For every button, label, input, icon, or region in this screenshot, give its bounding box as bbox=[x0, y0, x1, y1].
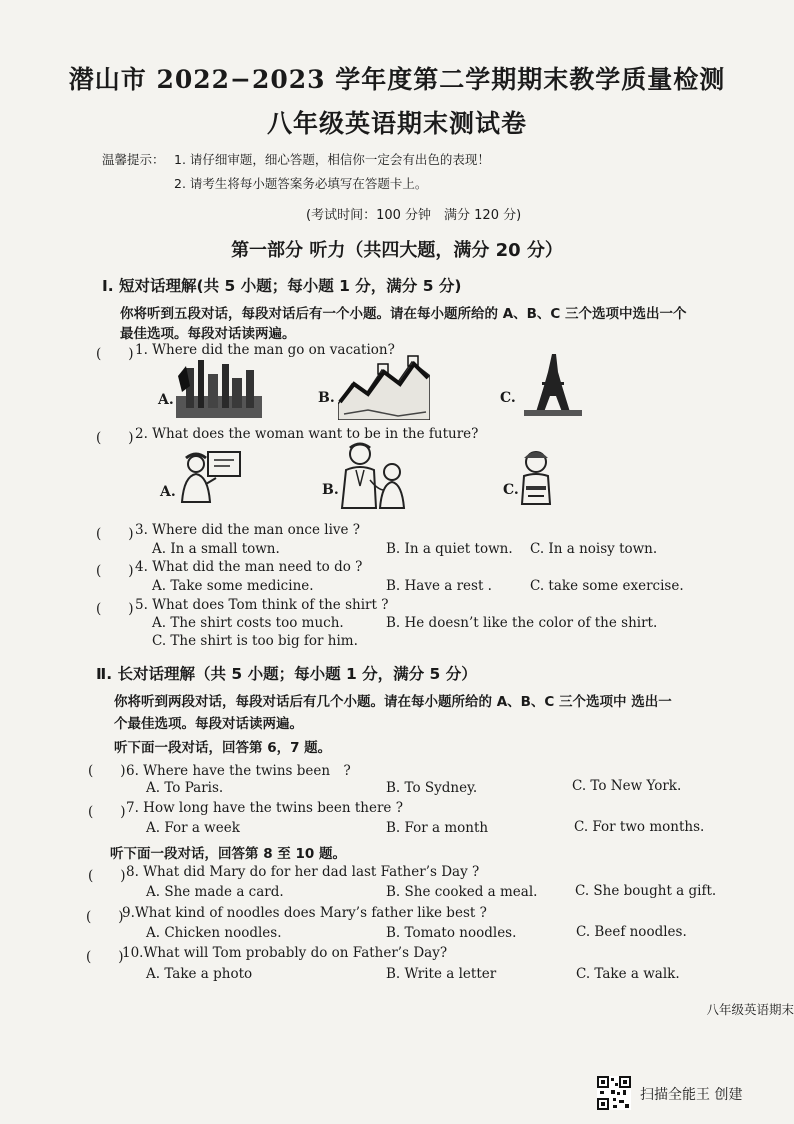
option-c[interactable]: C. In a noisy town. bbox=[530, 541, 658, 557]
option-a[interactable]: A. Take some medicine. bbox=[152, 578, 314, 594]
question-4: 4. What did the man need to do ? bbox=[135, 559, 363, 575]
option-b[interactable]: B. Write a letter bbox=[386, 966, 497, 982]
answer-blank[interactable]: ( ) bbox=[96, 430, 134, 446]
answer-blank[interactable]: ( ) bbox=[88, 868, 126, 884]
answer-blank[interactable]: ( ) bbox=[88, 804, 126, 820]
option-b[interactable]: B. In a quiet town. bbox=[386, 541, 513, 557]
option-b[interactable]: B. He doesn’t like the color of the shirt. bbox=[386, 615, 658, 631]
option-label: B. bbox=[318, 390, 335, 406]
city-skyline-picture bbox=[176, 356, 262, 418]
section-1-instruction-2: 最佳选项。每段对话读两遍。 bbox=[120, 326, 296, 342]
page-footer-label: 八年级英语期末 bbox=[706, 1002, 794, 1017]
answer-blank[interactable]: ( ) bbox=[86, 909, 124, 925]
option-c[interactable]: C. For two months. bbox=[574, 819, 705, 835]
option-a[interactable]: A. In a small town. bbox=[152, 541, 280, 557]
answer-blank[interactable]: ( ) bbox=[96, 563, 134, 579]
option-b[interactable]: B. She cooked a meal. bbox=[386, 884, 538, 900]
question-8: 8. What did Mary do for her dad last Father’s Day ? bbox=[126, 864, 480, 880]
exam-time-info: (考试时间：100 分钟 满分 120 分) bbox=[306, 208, 522, 223]
question-7: 7. How long have the twins been there ? bbox=[126, 800, 403, 816]
option-b[interactable]: B. For a month bbox=[386, 820, 489, 836]
option-c[interactable]: C. Beef noodles. bbox=[576, 924, 687, 940]
answer-blank[interactable]: ( ) bbox=[86, 949, 124, 965]
section-2-title: Ⅱ. 长对话理解（共 5 小题；每小题 1 分，满分 5 分） bbox=[96, 665, 477, 683]
firefighter-picture bbox=[516, 446, 556, 506]
question-9: 9.What kind of noodles does Mary’s father like best ? bbox=[122, 905, 487, 921]
doctor-picture bbox=[336, 440, 408, 512]
option-c[interactable]: C. The shirt is too big for him. bbox=[152, 633, 358, 649]
answer-blank[interactable]: ( ) bbox=[96, 526, 134, 542]
eiffel-tower-picture bbox=[522, 352, 584, 418]
option-label: A. bbox=[158, 392, 174, 408]
option-a[interactable]: A. She made a card. bbox=[146, 884, 284, 900]
exam-title: 潜山市 2022−2023 学年度第二学期期末教学质量检测 bbox=[68, 65, 726, 94]
qr-code-icon bbox=[597, 1076, 631, 1110]
option-b[interactable]: B. Have a rest . bbox=[386, 578, 492, 594]
dialogue-2-heading: 听下面一段对话，回答第 8 至 10 题。 bbox=[110, 846, 346, 862]
option-b[interactable]: B. Tomato noodles. bbox=[386, 925, 517, 941]
section-1-title: Ⅰ. 短对话理解(共 5 小题；每小题 1 分，满分 5 分) bbox=[102, 277, 462, 295]
section-1-instruction-1: 你将听到五段对话，每段对话后有一个小题。请在每小题所给的 A、B、C 三个选项中选出一个 bbox=[120, 306, 687, 322]
part-title: 第一部分 听力（共四大题，满分 20 分） bbox=[231, 240, 563, 261]
option-a[interactable]: A. For a week bbox=[146, 820, 240, 836]
option-label: B. bbox=[322, 482, 339, 498]
answer-blank[interactable]: ( ) bbox=[96, 346, 134, 362]
option-c[interactable]: C. Take a walk. bbox=[576, 966, 680, 982]
question-2: 2. What does the woman want to be in the future? bbox=[135, 426, 479, 442]
answer-blank[interactable]: ( ) bbox=[96, 601, 134, 617]
question-3: 3. Where did the man once live ? bbox=[135, 522, 361, 538]
section-2-instruction-2: 个最佳选项。每段对话读两遍。 bbox=[114, 716, 303, 732]
option-b[interactable]: B. To Sydney. bbox=[386, 780, 478, 796]
tips-label: 温馨提示： bbox=[102, 152, 165, 167]
option-a[interactable]: A. Take a photo bbox=[146, 966, 253, 982]
option-c[interactable]: C. To New York. bbox=[572, 778, 682, 794]
question-1: 1. Where did the man go on vacation? bbox=[135, 342, 395, 358]
tips-line-2: 2. 请考生将每小题答案务必填写在答题卡上。 bbox=[174, 176, 428, 191]
answer-blank[interactable]: ( ) bbox=[88, 763, 126, 779]
option-a[interactable]: A. To Paris. bbox=[146, 780, 224, 796]
option-label: C. bbox=[500, 390, 516, 406]
question-5: 5. What does Tom think of the shirt ? bbox=[135, 597, 389, 613]
option-label: A. bbox=[160, 484, 176, 500]
great-wall-picture bbox=[338, 354, 430, 420]
scanner-watermark: 扫描全能王 创建 bbox=[640, 1087, 743, 1103]
exam-subtitle: 八年级英语期末测试卷 bbox=[266, 109, 527, 138]
option-c[interactable]: C. take some exercise. bbox=[530, 578, 684, 594]
section-2-instruction-1: 你将听到两段对话，每段对话后有几个小题。请在每小题所给的 A、B、C 三个选项中 选出一 bbox=[114, 694, 672, 710]
option-c[interactable]: C. She bought a gift. bbox=[575, 883, 717, 899]
question-10: 10.What will Tom probably do on Father’s Day? bbox=[122, 945, 448, 961]
option-a[interactable]: A. Chicken noodles. bbox=[146, 925, 282, 941]
option-label: C. bbox=[503, 482, 519, 498]
option-a[interactable]: A. The shirt costs too much. bbox=[152, 615, 344, 631]
dialogue-1-heading: 听下面一段对话，回答第 6，7 题。 bbox=[114, 740, 332, 756]
teacher-picture bbox=[178, 448, 242, 506]
question-6: 6. Where have the twins been ? bbox=[126, 763, 351, 779]
tips-line-1: 1. 请仔细审题，细心答题，相信你一定会有出色的表现！ bbox=[174, 152, 490, 167]
